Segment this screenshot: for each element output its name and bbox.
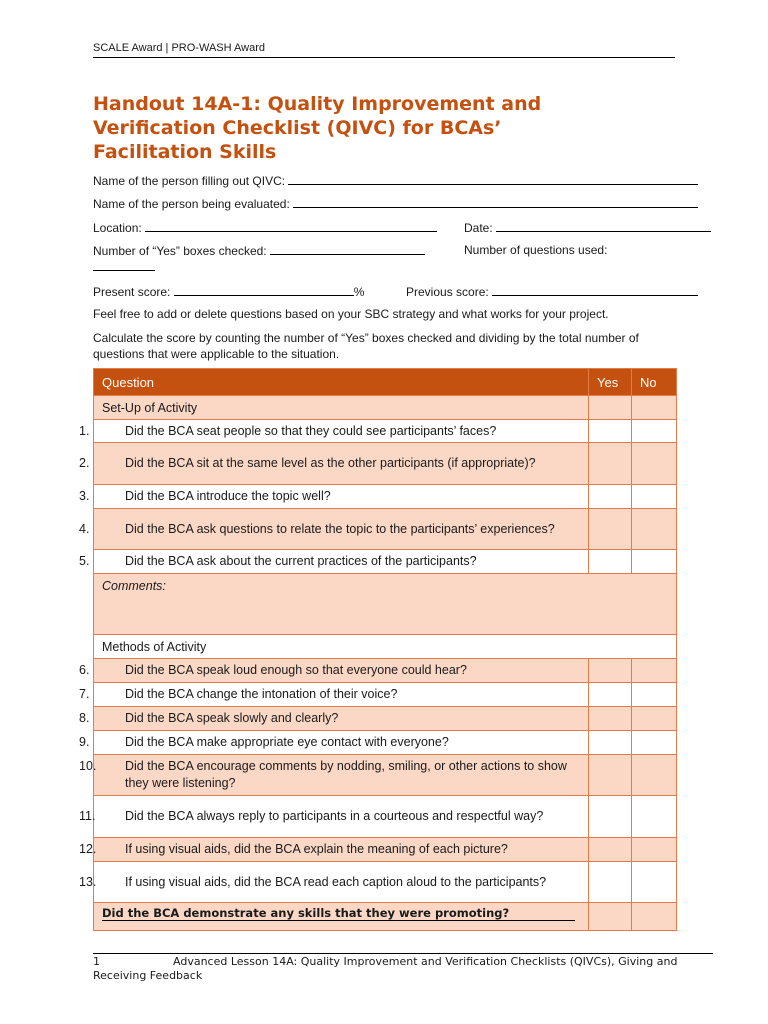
comments-label: Comments:	[102, 579, 166, 593]
question-row-7	[94, 683, 677, 707]
field-questions-used-line-wrap	[93, 258, 155, 275]
question-number: 3.	[79, 489, 90, 503]
no-checkbox[interactable]	[632, 443, 677, 485]
table-header-row	[94, 369, 677, 396]
no-checkbox[interactable]	[632, 485, 677, 509]
field-present-score	[93, 283, 364, 300]
field-yes-checked-label: Number of “Yes” boxes checked:	[93, 244, 270, 258]
running-header: SCALE Award | PRO-WASH Award	[93, 42, 675, 58]
question-text: Did the BCA speak loud enough so that everyone could hear?	[125, 663, 467, 677]
question-row-13	[94, 862, 677, 903]
question-number: 6.	[79, 663, 90, 677]
question-text: Did the BCA ask about the current practices of the participants?	[125, 554, 477, 568]
no-checkbox[interactable]	[632, 731, 677, 755]
question-number: 4.	[79, 521, 90, 536]
question-text: Did the BCA change the intonation of their voice?	[125, 687, 398, 701]
question-row-3	[94, 485, 677, 509]
yes-checkbox[interactable]	[589, 838, 632, 862]
page-footer	[93, 953, 713, 983]
field-questions-used-label: Number of questions used:	[464, 243, 608, 257]
yes-checkbox[interactable]	[589, 550, 632, 574]
promoting-question: Did the BCA demonstrate any skills that they were promoting?	[102, 906, 575, 921]
question-text: Did the BCA ask questions to relate the topic to the participants’ experiences?	[125, 521, 555, 536]
yes-checkbox[interactable]	[589, 443, 632, 485]
header-no: No	[632, 369, 677, 396]
question-row-5	[94, 550, 677, 574]
no-checkbox[interactable]	[632, 707, 677, 731]
section-setup-row	[94, 396, 677, 420]
question-text: Did the BCA seat people so that they could see participants’ faces?	[125, 423, 497, 438]
question-text: Did the BCA make appropriate eye contact with everyone?	[125, 735, 449, 749]
question-number: 9.	[79, 735, 90, 749]
page-number: 1	[93, 955, 100, 968]
question-number: 8.	[79, 711, 90, 725]
question-text: Did the BCA speak slowly and clearly?	[125, 711, 339, 725]
field-date-line[interactable]	[496, 219, 711, 232]
no-checkbox[interactable]	[632, 509, 677, 550]
no-checkbox[interactable]	[632, 420, 677, 443]
question-number: 7.	[79, 687, 90, 701]
no-checkbox[interactable]	[632, 396, 677, 420]
field-questions-used	[464, 242, 607, 258]
no-checkbox[interactable]	[632, 838, 677, 862]
yes-checkbox[interactable]	[589, 903, 632, 931]
yes-checkbox[interactable]	[589, 396, 632, 420]
question-row-4	[94, 509, 677, 550]
yes-checkbox[interactable]	[589, 659, 632, 683]
comments-box[interactable]	[94, 574, 677, 635]
question-row-9	[94, 731, 677, 755]
question-row-1	[94, 420, 677, 443]
question-number: 10.	[79, 759, 97, 773]
field-previous-score-line[interactable]	[492, 283, 698, 296]
checklist-table	[79, 368, 677, 931]
yes-checkbox[interactable]	[589, 485, 632, 509]
field-previous-score-label: Previous score:	[406, 285, 493, 299]
no-checkbox[interactable]	[632, 903, 677, 931]
yes-checkbox[interactable]	[589, 862, 632, 903]
no-checkbox[interactable]	[632, 796, 677, 838]
field-previous-score	[406, 283, 698, 300]
field-present-score-line[interactable]	[174, 283, 354, 296]
no-checkbox[interactable]	[632, 659, 677, 683]
yes-checkbox[interactable]	[589, 731, 632, 755]
no-checkbox[interactable]	[632, 683, 677, 707]
section-methods-label: Methods of Activity	[94, 635, 677, 659]
field-person-evaluated-label: Name of the person being evaluated:	[93, 197, 294, 211]
field-date	[464, 219, 711, 236]
field-questions-used-line[interactable]	[93, 258, 155, 271]
yes-checkbox[interactable]	[589, 755, 632, 796]
no-checkbox[interactable]	[632, 862, 677, 903]
question-number: 11.	[79, 809, 96, 823]
promoting-row	[94, 903, 677, 931]
question-text: Did the BCA introduce the topic well?	[125, 489, 331, 503]
question-row-12	[94, 838, 677, 862]
header-yes: Yes	[589, 369, 632, 396]
field-person-filling-line[interactable]	[288, 172, 698, 185]
question-text: Did the BCA always reply to participants in a courteous and respectful way?	[125, 809, 544, 823]
yes-checkbox[interactable]	[589, 796, 632, 838]
field-yes-checked-line[interactable]	[270, 242, 425, 255]
section-methods-row	[94, 635, 677, 659]
field-person-evaluated-line[interactable]	[293, 195, 698, 208]
title-line-1: Handout 14A-1: Quality Improvement and	[93, 93, 542, 115]
field-person-filling	[93, 172, 698, 189]
question-text: Did the BCA sit at the same level as the other participants (if appropriate)?	[125, 456, 536, 470]
no-checkbox[interactable]	[632, 550, 677, 574]
question-row-10	[94, 755, 677, 796]
yes-checkbox[interactable]	[589, 683, 632, 707]
yes-checkbox[interactable]	[589, 420, 632, 443]
question-row-2	[94, 443, 677, 485]
percent-sign: %	[353, 285, 365, 299]
instruction-calculate: Calculate the score by counting the number of “Yes” boxes checked and dividing by the total number of questions that were applicable to the situation.	[93, 331, 639, 361]
question-row-11	[94, 796, 677, 838]
title-line-3: Facilitation Skills	[93, 141, 277, 163]
question-number: 12.	[79, 842, 97, 856]
field-location	[93, 219, 437, 236]
instruction-add-delete: Feel free to add or delete questions based on your SBC strategy and what works for your project.	[93, 307, 609, 321]
yes-checkbox[interactable]	[589, 509, 632, 550]
question-text: If using visual aids, did the BCA explain the meaning of each picture?	[125, 842, 508, 856]
question-number: 13.	[79, 874, 97, 889]
footer-text: Advanced Lesson 14A: Quality Improvement and Verification Checklists (QIVCs), Giving and Receiving Feedback	[93, 955, 678, 982]
question-row-6	[94, 659, 677, 683]
yes-checkbox[interactable]	[589, 707, 632, 731]
field-location-label: Location:	[93, 221, 146, 235]
title-line-2: Verification Checklist (QIVC) for BCAs’	[93, 117, 502, 139]
comments-row	[94, 574, 677, 635]
question-number: 5.	[79, 554, 90, 568]
question-text: Did the BCA encourage comments by nodding, smiling, or other actions to show they were listening?	[125, 759, 567, 790]
question-text: If using visual aids, did the BCA read each caption aloud to the participants?	[125, 874, 547, 889]
field-person-evaluated	[93, 195, 698, 212]
question-row-8	[94, 707, 677, 731]
no-checkbox[interactable]	[632, 755, 677, 796]
field-present-score-label: Present score:	[93, 285, 174, 299]
question-number: 2.	[79, 456, 90, 470]
field-date-label: Date:	[464, 221, 497, 235]
question-number: 1.	[79, 423, 90, 438]
field-yes-checked	[93, 242, 425, 259]
header-question: Question	[94, 369, 589, 396]
field-person-filling-label: Name of the person filling out QIVC:	[93, 174, 289, 188]
section-setup-label: Set-Up of Activity	[94, 396, 589, 420]
document-title	[93, 92, 653, 164]
field-location-line[interactable]	[145, 219, 437, 232]
